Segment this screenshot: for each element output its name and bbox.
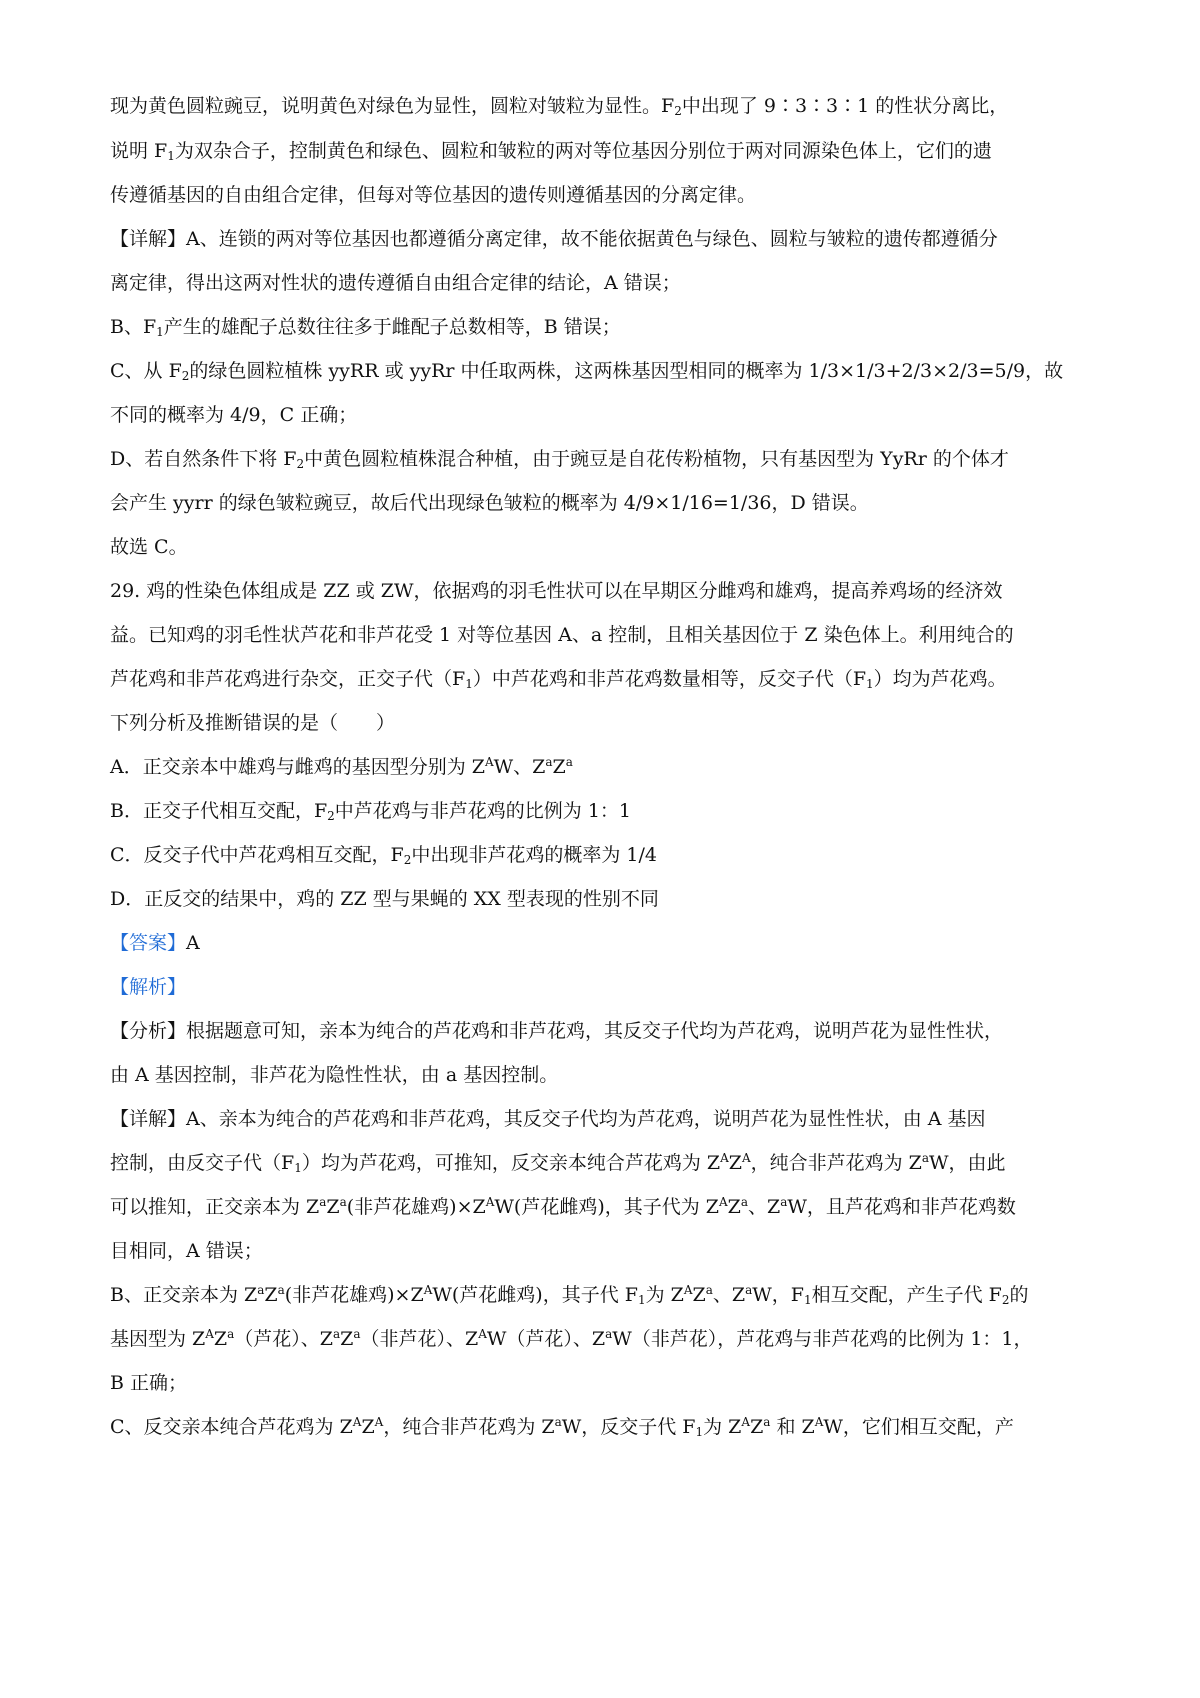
text-line: 可以推知，正交亲本为 $Z^aZ^a$(非芦花雄鸡)$\times Z^AW$(芦花雌鸡)，其子代为 $Z^AZ^a$、$Z^aW$，且芦花鸡和非芦花鸡数 [110,1195,1016,1218]
text-line: 【分析】根据题意可知，亲本为纯合的芦花鸡和非芦花鸡，其反交子代均为芦花鸡，说明芦花为显性性状， [110,1020,1004,1042]
analysis-label-line [110,973,1110,1001]
option-a: A．正交亲本中雄鸡与雌鸡的基因型分别为 $Z^AW$、$Z^aZ^a$ [110,755,573,778]
text-line: 会产生 yyrr 的绿色皱粒豌豆，故后代出现绿色皱粒的概率为 4/9×1/16=1/36，D 错误。 [110,492,869,514]
text-line: 基因型为 $Z^AZ^a$（芦花）、$Z^aZ^a$（非芦花）、$Z^AW$（芦花）、$Z^aW$（非芦花），芦花鸡与非芦花鸡的比例为 1：1， [110,1327,1033,1350]
text-line: B 正确； [110,1372,188,1394]
text-line: D、若自然条件下将 $F_2$中黄色圆粒植株混合种植，由于豌豆是自花传粉植物，只有基因型为 YyRr 的个体才 [110,448,1009,471]
text-line: 传遵循基因的自由组合定律，但每对等位基因的遗传则遵循基因的分离定律。 [110,184,757,206]
text-line: 说明 $F_1$为双杂合子，控制黄色和绿色、圆粒和皱粒的两对等位基因分别位于两对同源染色体上，它们的遗 [110,140,992,163]
text-line: 【详解】A、连锁的两对等位基因也都遵循分离定律，故不能依据黄色与绿色、圆粒与皱粒的遗传都遵循分 [110,228,998,250]
question-text: 下列分析及推断错误的是（ ） [110,712,396,734]
analysis-label: 【解析】 [110,976,187,998]
option-c: C．反交子代中芦花鸡相互交配，$F_2$中出现非芦花鸡的概率为 1/4 [110,844,657,867]
text-line: 故选 C。 [110,536,188,558]
answer-label: 【答案】 [110,932,187,954]
text-line: 离定律，得出这两对性状的遗传遵循自由组合定律的结论，A 错误； [110,272,681,294]
text-line: B、正交亲本为 $Z^aZ^a$(非芦花雄鸡)$\times Z^AW$(芦花雌鸡)，其子代 $F_1$为 $Z^AZ^a$、$Z^aW$，$F_1$相互交配，产生子代 $F_2$的 [110,1283,1029,1307]
answer-line [110,929,1110,957]
question-text: 益。已知鸡的羽毛性状芦花和非芦花受 1 对等位基因 A、a 控制，且相关基因位于 Z 染色体上。利用纯合的 [110,624,1014,646]
answer-value: A [186,932,200,954]
text-line: 控制，由反交子代$(F_1)$均为芦花鸡，可推知，反交亲本纯合芦花鸡为 $Z^AZ^A$，纯合非芦花鸡为 $Z^aW$，由此 [110,1151,1006,1175]
option-b: B．正交子代相互交配，$F_2$中芦花鸡与非芦花鸡的比例为 1：1 [110,800,632,823]
text-line: 【详解】A、亲本为纯合的芦花鸡和非芦花鸡，其反交子代均为芦花鸡，说明芦花为显性性状，由 A 基因 [110,1108,986,1130]
text-line: 不同的概率为 4/9，C 正确； [110,404,358,426]
text-line: C、反交亲本纯合芦花鸡为 $Z^AZ^A$，纯合非芦花鸡为 $Z^aW$，反交子代 $F_1$为 $Z^AZ^a$ 和 $Z^AW$，它们相互交配，产 [110,1415,1014,1439]
text-line: 目相同，A 错误； [110,1240,263,1262]
text-line: B、$F_1$产生的雄配子总数往往多于雌配子总数相等，B 错误； [110,316,621,339]
text-line: 由 A 基因控制，非芦花为隐性性状，由 a 基因控制。 [110,1064,559,1086]
text-line: C、从 $F_2$的绿色圆粒植株 yyRR 或 yyRr 中任取两株，这两株基因型相同的概率为 1/3×1/3+2/3×2/3=5/9，故 [110,360,1064,383]
text-line: 现为黄色圆粒豌豆，说明黄色对绿色为显性，圆粒对皱粒为显性。$F_2$中出现了 9∶3∶3∶1 的性状分离比， [110,95,1009,118]
option-d: D．正反交的结果中，鸡的 ZZ 型与果蝇的 XX 型表现的性别不同 [110,888,659,910]
question-text: 29. 鸡的性染色体组成是 ZZ 或 ZW，依据鸡的羽毛性状可以在早期区分雌鸡和雄鸡，提高养鸡场的经济效 [110,580,1003,602]
question-text: 芦花鸡和非芦花鸡进行杂交，正交子代$(F_1)$中芦花鸡和非芦花鸡数量相等，反交子代$(F_1)$均为芦花鸡。 [110,668,1007,691]
